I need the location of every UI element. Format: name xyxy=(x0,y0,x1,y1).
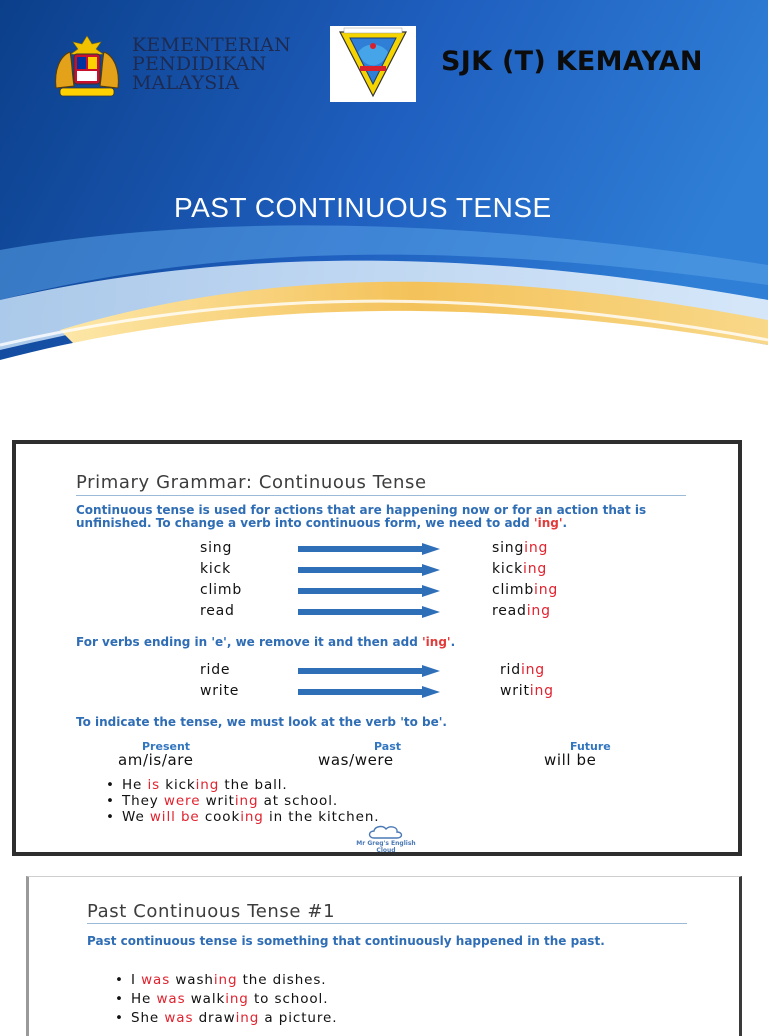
ing-verb xyxy=(492,561,547,577)
list-item: • He is kicking the ball. xyxy=(100,777,380,793)
ing-suffix-highlight: 'ing' xyxy=(533,516,563,530)
ing-verb xyxy=(492,540,548,556)
school-crest-icon xyxy=(330,26,416,102)
list-item: • They were writing at school. xyxy=(100,793,380,809)
list-item: • She was drawing a picture. xyxy=(109,1009,337,1028)
ing-suffix-highlight: 'ing' xyxy=(421,635,451,649)
rule-e-text xyxy=(76,636,692,649)
verb-stem: writ xyxy=(500,683,530,699)
intro-text xyxy=(76,504,692,530)
card-title: Past Continuous Tense #1 xyxy=(87,901,336,922)
list-item: • He was walking to school. xyxy=(109,990,337,1009)
ministry-line-1: KEMENTERIAN xyxy=(132,34,291,56)
logo-caption: Mr Greg's English Cloud xyxy=(356,840,416,854)
rule-e-sentence: For verbs ending in 'e', we remove it and then add xyxy=(76,635,418,649)
base-verb: write xyxy=(200,683,240,699)
ing-ending: ing xyxy=(524,540,549,556)
intro-sentence: Continuous tense is used for actions that are happening now or for an action that is unfinished. To change a verb into continuous form, we need to add xyxy=(76,503,647,530)
ing-verb xyxy=(492,603,551,619)
slide-title: PAST CONTINUOUS TENSE xyxy=(174,192,552,223)
ministry-line-3: MALAYSIA xyxy=(132,72,240,94)
arrow-right-icon xyxy=(298,585,440,597)
base-verb: ride xyxy=(200,662,231,678)
arrow-right-icon xyxy=(298,543,440,555)
verb-stem: read xyxy=(492,603,527,619)
list-item: • I was washing the dishes. xyxy=(109,971,337,990)
base-verb: read xyxy=(200,603,235,619)
tense-label-past: Past xyxy=(374,740,401,753)
ministry-name xyxy=(132,36,291,93)
intro-end: . xyxy=(562,516,568,530)
title-underline xyxy=(87,923,687,924)
ing-ending: ing xyxy=(520,662,545,678)
ing-verb xyxy=(500,683,554,699)
ing-ending: ing xyxy=(523,561,548,577)
tense-value-present: am/is/are xyxy=(118,751,194,769)
tense-value-future: will be xyxy=(544,751,597,769)
list-item: • We will be cooking in the kitchen. xyxy=(100,809,380,825)
grammar-slide-continuous-tense xyxy=(12,440,742,856)
school-name: SJK (T) KEMAYAN xyxy=(441,46,703,77)
ing-ending: ing xyxy=(534,582,559,598)
cloud-icon xyxy=(346,824,426,840)
ministry-line-2: PENDIDIKAN xyxy=(132,53,267,75)
rule-e-end: . xyxy=(450,635,456,649)
arrow-right-icon xyxy=(298,665,440,677)
intro-text: Past continuous tense is something that continuously happened in the past. xyxy=(87,934,605,948)
arrow-right-icon xyxy=(298,686,440,698)
ing-ending: ing xyxy=(529,683,554,699)
verb-stem: rid xyxy=(500,662,521,678)
title-slide xyxy=(0,0,768,432)
tense-label-present: Present xyxy=(142,740,191,753)
arrow-right-icon xyxy=(298,564,440,576)
rule-tense-text: To indicate the tense, we must look at the verb 'to be'. xyxy=(76,715,447,729)
english-cloud-logo xyxy=(346,824,426,852)
tense-label-future: Future xyxy=(570,740,611,753)
verb-stem: sing xyxy=(492,540,525,556)
arrow-right-icon xyxy=(298,606,440,618)
verb-stem: kick xyxy=(492,561,524,577)
ing-ending: ing xyxy=(526,603,551,619)
base-verb: kick xyxy=(200,561,232,577)
example-list xyxy=(100,777,380,825)
verb-stem: climb xyxy=(492,582,535,598)
grammar-slide-past-continuous xyxy=(26,876,742,1036)
ing-verb xyxy=(500,662,545,678)
tense-value-past: was/were xyxy=(318,751,394,769)
title-underline xyxy=(76,495,686,496)
ing-verb xyxy=(492,582,558,598)
card-title: Primary Grammar: Continuous Tense xyxy=(76,472,427,493)
base-verb: sing xyxy=(200,540,233,556)
example-list xyxy=(109,971,337,1028)
base-verb: climb xyxy=(200,582,243,598)
malaysia-coat-of-arms-icon xyxy=(48,30,126,102)
